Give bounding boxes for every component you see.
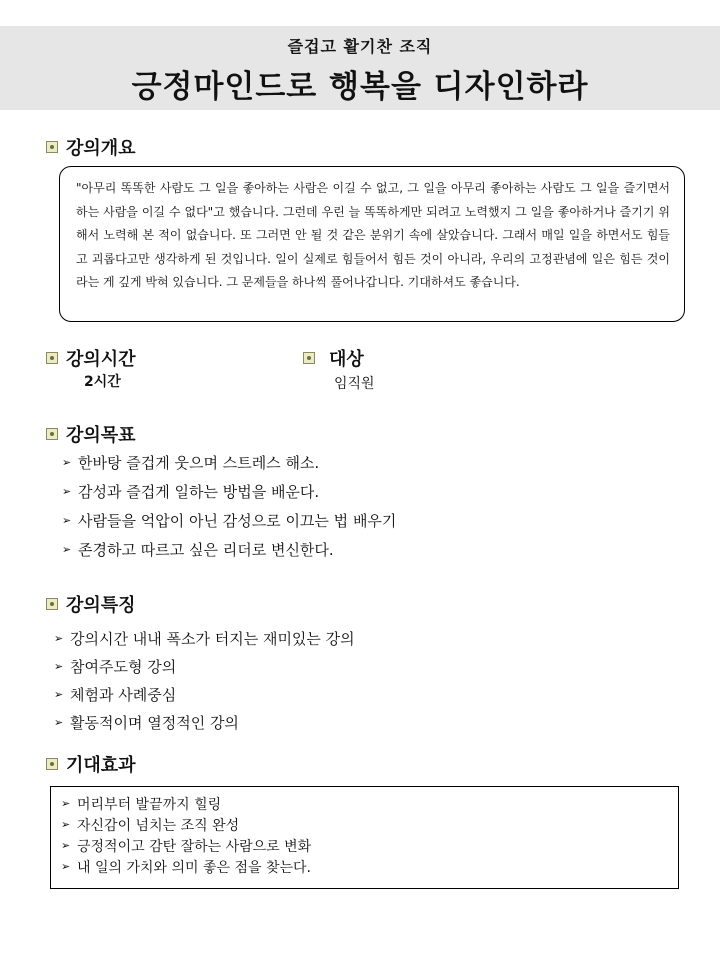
arrow-bullet-icon: ➢ [54,715,64,729]
overview-box [59,166,685,322]
effects-list [61,793,678,877]
overview-heading-label: 강의개요 [66,138,136,159]
features-list [54,624,355,736]
list-item [61,856,678,877]
target-heading [303,345,364,371]
arrow-bullet-icon: ➢ [62,485,72,498]
goal-text: 존경하고 따르고 싶은 리더로 변신한다. [78,541,334,559]
goal-text: 사람들을 억압이 아닌 감성으로 이끄는 법 배우기 [78,512,397,530]
arrow-bullet-icon: ➢ [54,631,64,645]
effects-heading [46,751,136,777]
list-item [54,652,355,680]
flower-bullet-icon [46,428,58,440]
list-item [61,793,678,814]
flower-bullet-icon [303,352,315,364]
arrow-bullet-icon: ➢ [61,797,71,810]
list-item [62,477,396,506]
effects-box [50,786,679,889]
list-item [54,680,355,708]
list-item [62,535,396,564]
arrow-bullet-icon: ➢ [62,456,72,469]
list-item [62,448,396,477]
effect-text: 자신감이 넘치는 조직 완성 [77,817,240,834]
goal-text: 감성과 즐겁게 일하는 방법을 배운다. [78,483,320,501]
list-item [61,835,678,856]
features-heading-label: 강의특징 [66,595,136,616]
time-value: 2시간 [84,374,121,390]
effect-text: 머리부터 발끝까지 힐링 [77,796,222,813]
feature-text: 참여주도형 강의 [70,657,177,676]
feature-text: 체험과 사례중심 [70,685,177,704]
flower-bullet-icon [46,758,58,770]
arrow-bullet-icon: ➢ [61,839,71,852]
arrow-bullet-icon: ➢ [54,659,64,673]
goals-heading [46,421,136,447]
header-banner [0,26,720,110]
flower-bullet-icon [46,598,58,610]
effect-text: 긍정적이고 감탄 잘하는 사람으로 변화 [77,838,312,855]
overview-text: "아무리 똑똑한 사람도 그 일을 좋아하는 사람은 이길 수 없고, 그 일을 아무리 좋아하는 사람도 그 일을 즐기면서 하는 사람을 이길 수 없다"고 했습니다. 그런데 우린 늘 똑똑하게만 되려고 노력했지 그 일을 좋아하거나 즐기기 위해서 노력해 본 적이 없습니다. 또 그러면 안 될 것 같은 분위기 속에 살았습니다. 그래서 매일 일을 하면서도 힘들고 괴롭다고만 생각하게 된 것입니다. 일이 실제로 힘들어서 힘든 것이 아니라, 우리의 고정관념에 일은 힘든 것이라는 게 깊게 박혀 있습니다. 그 문제들을 하나씩 풀어나갑니다. 기대하셔도 좋습니다. [76,181,670,289]
effects-heading-label: 기대효과 [66,755,136,776]
arrow-bullet-icon: ➢ [62,543,72,556]
arrow-bullet-icon: ➢ [54,687,64,701]
target-heading-label: 대상 [329,349,364,370]
target-value: 임직원 [334,376,375,392]
list-item [54,708,355,736]
header-title: 긍정마인드로 행복을 디자인하라 [131,69,589,105]
feature-text: 활동적이며 열정적인 강의 [70,713,239,732]
list-item [62,506,396,535]
arrow-bullet-icon: ➢ [61,818,71,831]
effect-text: 내 일의 가치와 의미 좋은 점을 찾는다. [77,859,312,876]
features-heading [46,591,136,617]
flower-bullet-icon [46,352,58,364]
goals-list [62,448,396,564]
list-item [61,814,678,835]
list-item [54,624,355,652]
arrow-bullet-icon: ➢ [62,514,72,527]
overview-heading [46,134,136,160]
feature-text: 강의시간 내내 폭소가 터지는 재미있는 강의 [70,629,355,648]
goals-heading-label: 강의목표 [66,425,136,446]
time-heading-label: 강의시간 [66,349,136,370]
time-heading [46,345,136,371]
flower-bullet-icon [46,141,58,153]
header-subtitle: 즐겁고 활기찬 조직 [287,37,433,56]
goal-text: 한바탕 즐겁게 웃으며 스트레스 해소. [78,454,320,472]
arrow-bullet-icon: ➢ [61,860,71,873]
